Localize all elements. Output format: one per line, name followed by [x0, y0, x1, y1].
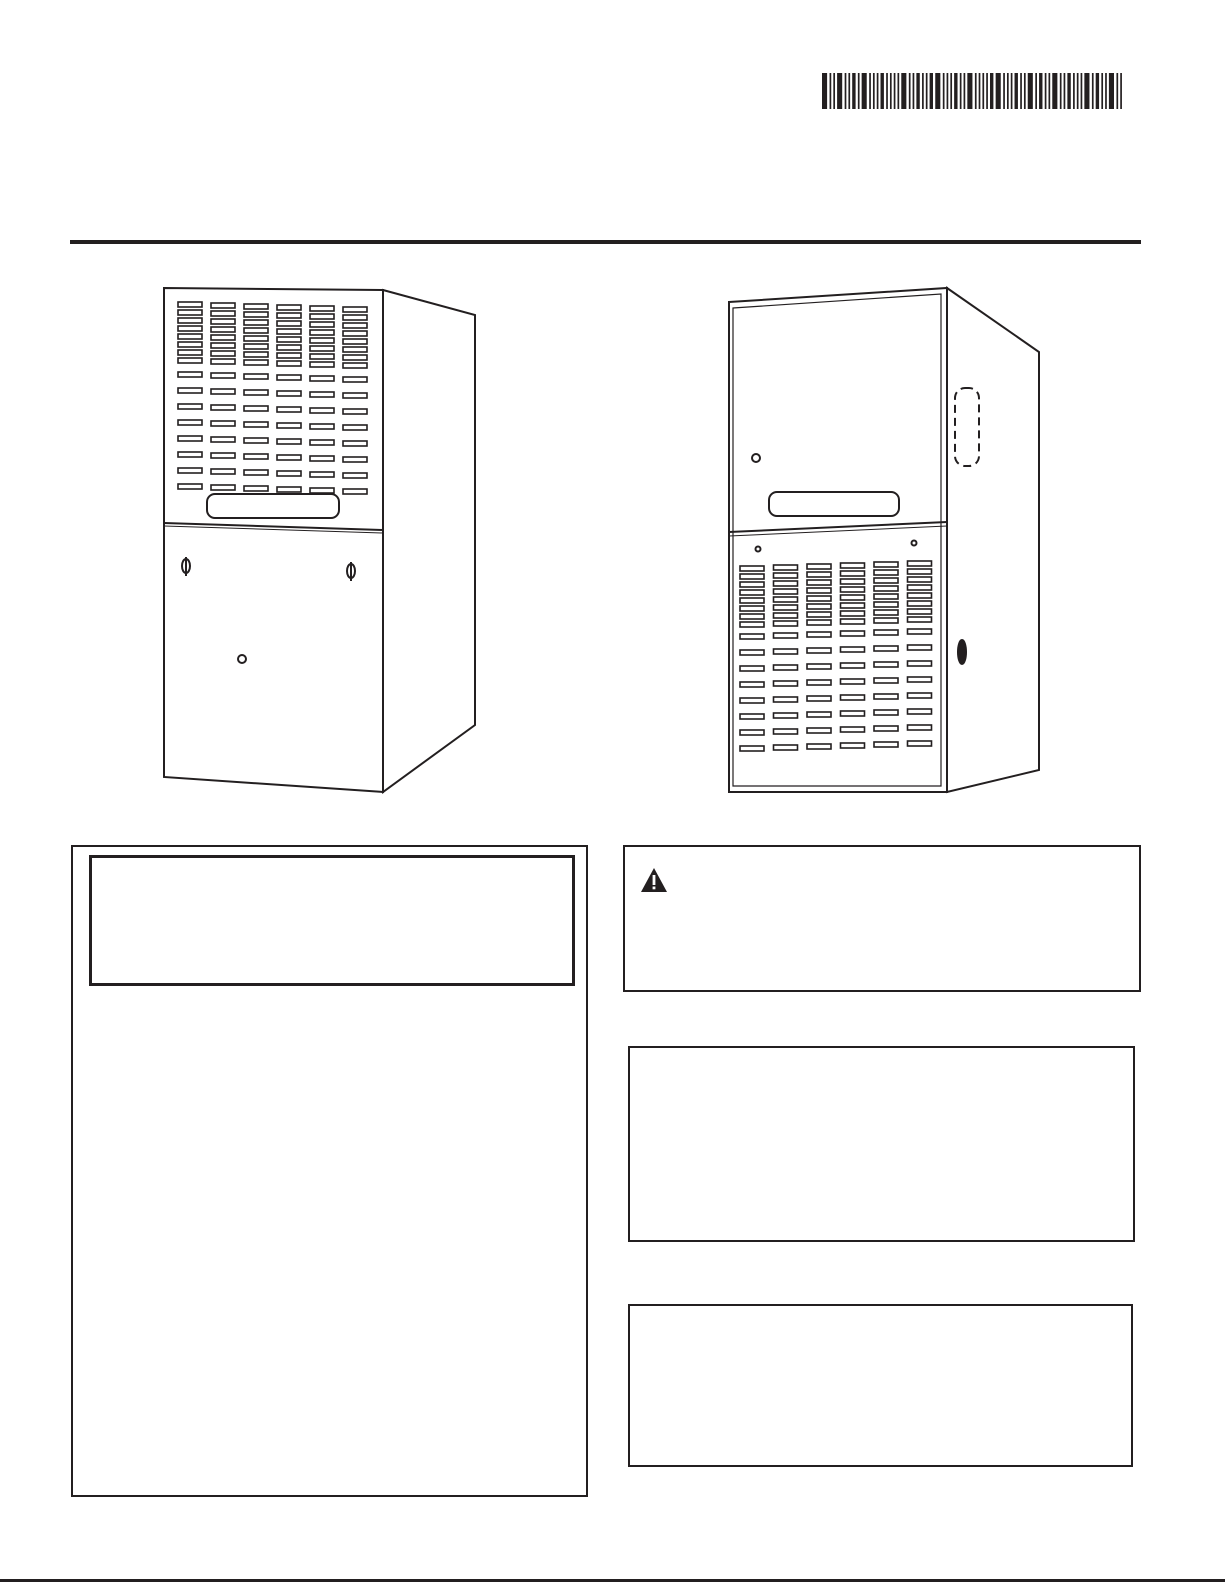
louver-slot: [277, 439, 301, 444]
louver-slot: [908, 741, 932, 746]
louver-slot: [774, 573, 798, 578]
louver-slot: [211, 311, 235, 316]
barcode-bar: [1028, 73, 1033, 109]
louver-slot: [874, 710, 898, 715]
louver-slot: [740, 582, 764, 587]
louver-slot: [740, 634, 764, 639]
louver-slot: [343, 331, 367, 336]
warning-triangle-icon: [640, 867, 668, 893]
louver-slot: [740, 622, 764, 627]
barcode-bar: [1003, 73, 1005, 109]
louver-slot: [178, 302, 202, 307]
louver-slot: [740, 590, 764, 595]
louver-slot: [874, 678, 898, 683]
louver-slot: [774, 605, 798, 610]
louver-slot: [310, 488, 334, 493]
barcode-bar: [894, 73, 896, 109]
louver-slot: [178, 436, 202, 441]
barcode-bar: [913, 73, 915, 109]
louver-slot: [874, 726, 898, 731]
louver-slot: [211, 421, 235, 426]
louver-slot: [841, 727, 865, 732]
louver-slot: [310, 376, 334, 381]
louver-slot: [178, 388, 202, 393]
louver-slot: [178, 318, 202, 323]
barcode-bar: [1077, 73, 1079, 109]
barcode-bar: [858, 73, 860, 109]
barcode-bar: [909, 73, 911, 109]
louver-slot: [841, 595, 865, 600]
barcode-bar: [996, 73, 1001, 109]
louver-slot: [211, 485, 235, 490]
louver-slot: [807, 572, 831, 577]
barcode-bar: [1067, 73, 1070, 109]
louver-slot: [740, 598, 764, 603]
barcode-bar: [1064, 73, 1066, 109]
louver-slot: [841, 743, 865, 748]
barcode-bar: [845, 73, 847, 109]
louver-slot: [874, 594, 898, 599]
louver-slot: [908, 677, 932, 682]
louver-slot: [740, 714, 764, 719]
barcode-bar: [873, 73, 875, 109]
louver-slot: [841, 631, 865, 636]
louver-slot: [774, 565, 798, 570]
louver-slot: [774, 665, 798, 670]
louver-slot: [874, 618, 898, 623]
louver-slot: [807, 604, 831, 609]
louver-slot: [211, 405, 235, 410]
louver-slot: [343, 315, 367, 320]
left-notice-header-box: [89, 855, 575, 986]
louver-slot: [908, 709, 932, 714]
louver-slot: [244, 470, 268, 475]
louver-slot: [277, 353, 301, 358]
louver-slot: [178, 404, 202, 409]
louver-slot: [774, 621, 798, 626]
louver-slot: [807, 620, 831, 625]
louver-slot: [244, 422, 268, 427]
louver-slot: [343, 355, 367, 360]
barcode-bar: [979, 73, 981, 109]
barcode-bar: [1020, 73, 1022, 109]
louver-slot: [211, 373, 235, 378]
louver-slot: [277, 455, 301, 460]
louver-slot: [310, 408, 334, 413]
louver-slot: [244, 352, 268, 357]
barcode-bar: [930, 73, 933, 109]
louver-slot: [178, 334, 202, 339]
louver-slot: [874, 742, 898, 747]
louver-slot: [244, 406, 268, 411]
barcode-bar: [1109, 73, 1114, 109]
barcode-bar: [986, 73, 988, 109]
barcode-bar: [950, 73, 952, 109]
louver-slot: [807, 612, 831, 617]
louver-slot: [211, 351, 235, 356]
barcode-bar: [901, 73, 906, 109]
louver-slot: [343, 323, 367, 328]
louver-slot: [908, 617, 932, 622]
louver-slot: [841, 579, 865, 584]
barcode-bar: [947, 73, 949, 109]
barcode-bar: [954, 73, 957, 109]
louver-slot: [908, 645, 932, 650]
louver-slot: [807, 728, 831, 733]
louver-slot: [807, 564, 831, 569]
louver-slot: [908, 577, 932, 582]
louver-slot: [277, 407, 301, 412]
louver-slot: [740, 650, 764, 655]
louver-slot: [211, 389, 235, 394]
louver-slot: [277, 321, 301, 326]
furnace-upflow-illustration: [150, 280, 490, 800]
barcode-bar: [1120, 73, 1122, 109]
footer-rule: [0, 1579, 1225, 1582]
louver-slot: [244, 360, 268, 365]
louver-slot: [244, 344, 268, 349]
louver-slot: [807, 744, 831, 749]
louver-slot: [178, 358, 202, 363]
louver-slot: [310, 330, 334, 335]
barcode-bar: [890, 73, 892, 109]
barcode-bar: [1096, 73, 1099, 109]
louver-slot: [310, 472, 334, 477]
louver-slot: [908, 661, 932, 666]
louver-slot: [343, 489, 367, 494]
louver-slot: [178, 452, 202, 457]
barcode-bar: [1116, 73, 1118, 109]
louver-slot: [211, 319, 235, 324]
louver-slot: [343, 393, 367, 398]
louver-slot: [343, 363, 367, 368]
louver-slot: [740, 682, 764, 687]
louver-slot: [310, 338, 334, 343]
louver-slot: [277, 391, 301, 396]
louver-slot: [310, 306, 334, 311]
louver-slot: [841, 679, 865, 684]
barcode-bar: [1105, 73, 1107, 109]
louver-slot: [841, 611, 865, 616]
louver-slot: [908, 593, 932, 598]
louver-slot: [211, 343, 235, 348]
barcode-bar: [1011, 73, 1013, 109]
louver-slot: [343, 307, 367, 312]
louver-slot: [244, 328, 268, 333]
louver-slot: [774, 649, 798, 654]
barcode-bar: [916, 73, 919, 109]
louver-slot: [244, 336, 268, 341]
louver-slot: [277, 423, 301, 428]
louver-slot: [841, 587, 865, 592]
louver-slot: [807, 596, 831, 601]
louver-slot: [908, 609, 932, 614]
barcode-bar: [848, 73, 850, 109]
barcode-bar: [935, 73, 940, 109]
louver-slot: [874, 562, 898, 567]
louver-slot: [211, 469, 235, 474]
louver-slot: [211, 327, 235, 332]
barcode-bar: [1060, 73, 1062, 109]
louver-slot: [310, 440, 334, 445]
barcode-bar: [922, 73, 924, 109]
louver-slot: [277, 337, 301, 342]
louver-slot: [807, 712, 831, 717]
louver-slot: [244, 320, 268, 325]
louver-slot: [277, 313, 301, 318]
barcode-bar: [926, 73, 928, 109]
louver-slot: [310, 424, 334, 429]
louver-slot: [343, 339, 367, 344]
louver-slot: [277, 487, 301, 492]
louver-slot: [244, 390, 268, 395]
louver-slot: [343, 347, 367, 352]
louver-slot: [277, 375, 301, 380]
louver-slot: [807, 632, 831, 637]
louver-slot: [740, 606, 764, 611]
louver-slot: [874, 694, 898, 699]
barcode-bar: [1073, 73, 1075, 109]
barcode-bar: [837, 73, 842, 109]
louver-slot: [211, 359, 235, 364]
louver-slot: [908, 585, 932, 590]
barcode-bar: [982, 73, 984, 109]
louver-slot: [310, 362, 334, 367]
louver-slot: [277, 361, 301, 366]
louver-slot: [807, 680, 831, 685]
louver-slot: [774, 713, 798, 718]
louver-slot: [343, 409, 367, 414]
louver-slot: [310, 314, 334, 319]
louver-slot: [277, 329, 301, 334]
louver-slot: [774, 697, 798, 702]
louver-slot: [244, 486, 268, 491]
louver-slot: [740, 666, 764, 671]
louver-slot: [807, 696, 831, 701]
louver-slot: [908, 629, 932, 634]
barcode-bar: [964, 73, 966, 109]
louver-slot: [211, 303, 235, 308]
louver-slot: [740, 574, 764, 579]
barcode-bar: [967, 73, 972, 109]
louver-slot: [774, 633, 798, 638]
louver-slot: [277, 345, 301, 350]
barcode-bar: [877, 73, 879, 109]
louver-slot: [178, 326, 202, 331]
louver-slot: [740, 614, 764, 619]
louver-slot: [774, 745, 798, 750]
louver-slot: [310, 346, 334, 351]
louver-slot: [841, 647, 865, 652]
louver-slot: [807, 580, 831, 585]
louver-slot: [774, 681, 798, 686]
louver-slot: [310, 322, 334, 327]
barcode-bar: [898, 73, 900, 109]
barcode-bar: [862, 73, 867, 109]
notice-box-middle: [628, 1046, 1135, 1242]
louver-slot: [874, 662, 898, 667]
louver-slot: [874, 602, 898, 607]
louver-slot: [178, 372, 202, 377]
barcode-bar: [852, 73, 855, 109]
barcode-bar: [1052, 73, 1057, 109]
louver-slot: [774, 597, 798, 602]
louver-slot: [244, 374, 268, 379]
barcode-bar: [881, 73, 884, 109]
louver-slot: [740, 566, 764, 571]
louver-slot: [841, 563, 865, 568]
louver-slot: [343, 473, 367, 478]
louver-slot: [740, 746, 764, 751]
louver-slot: [740, 698, 764, 703]
louver-slot: [178, 342, 202, 347]
louver-slot: [874, 610, 898, 615]
barcode-bar: [869, 73, 871, 109]
barcode-bar: [1049, 73, 1051, 109]
louver-slot: [841, 711, 865, 716]
louver-slot: [343, 425, 367, 430]
louver-slot: [178, 420, 202, 425]
louver-slot: [908, 569, 932, 574]
louver-slot: [178, 468, 202, 473]
louver-slot: [211, 335, 235, 340]
louver-slot: [807, 588, 831, 593]
louver-slot: [874, 586, 898, 591]
barcode-bar: [1092, 73, 1094, 109]
louver-slot: [343, 377, 367, 382]
barcode-bar: [833, 73, 835, 109]
louver-slot: [244, 454, 268, 459]
louver-slot: [310, 456, 334, 461]
warning-box: [623, 845, 1141, 992]
louver-slot: [874, 646, 898, 651]
louver-slot: [277, 471, 301, 476]
barcode-bar: [1084, 73, 1089, 109]
louver-slot: [343, 457, 367, 462]
louver-slot: [841, 603, 865, 608]
louver-slot: [908, 693, 932, 698]
louver-slot: [211, 453, 235, 458]
barcode-bar: [1024, 73, 1026, 109]
louver-slot: [310, 354, 334, 359]
louver-slot: [841, 695, 865, 700]
louver-slot: [178, 310, 202, 315]
louver-slot: [774, 581, 798, 586]
louver-slot: [343, 441, 367, 446]
barcode-bar: [822, 73, 827, 109]
louver-slot: [277, 305, 301, 310]
louver-slot: [908, 601, 932, 606]
louver-slot: [310, 392, 334, 397]
barcode-bar: [886, 73, 888, 109]
louver-slot: [774, 729, 798, 734]
barcode-bar: [830, 73, 832, 109]
louver-slot: [874, 570, 898, 575]
notice-box-lower: [628, 1304, 1133, 1467]
louver-slot: [841, 663, 865, 668]
barcode-bar: [990, 73, 993, 109]
barcode-bar: [1101, 73, 1103, 109]
louver-slot: [178, 484, 202, 489]
barcode-bar: [1035, 73, 1037, 109]
louver-slot: [774, 589, 798, 594]
barcode-bar: [975, 73, 977, 109]
louver-slot: [211, 437, 235, 442]
barcode-bar: [1081, 73, 1083, 109]
louver-slot: [874, 630, 898, 635]
louver-slot: [244, 438, 268, 443]
louver-slot: [841, 571, 865, 576]
louver-slot: [908, 561, 932, 566]
louver-slot: [178, 350, 202, 355]
barcode-bar: [943, 73, 945, 109]
barcode-bar: [1039, 73, 1042, 109]
louver-slot: [874, 578, 898, 583]
furnace-downflow-illustration: [715, 280, 1055, 800]
header-rule: [70, 240, 1141, 244]
louver-slot: [774, 613, 798, 618]
louver-slot: [841, 619, 865, 624]
louver-slot: [244, 304, 268, 309]
barcode-bar: [1015, 73, 1018, 109]
barcode-icon: [822, 73, 1124, 109]
louver-slot: [807, 664, 831, 669]
louver-slot: [244, 312, 268, 317]
louver-slot: [908, 725, 932, 730]
louver-slot: [740, 730, 764, 735]
louver-slot: [807, 648, 831, 653]
barcode-bar: [960, 73, 962, 109]
barcode-bar: [1045, 73, 1047, 109]
barcode-bar: [1007, 73, 1009, 109]
